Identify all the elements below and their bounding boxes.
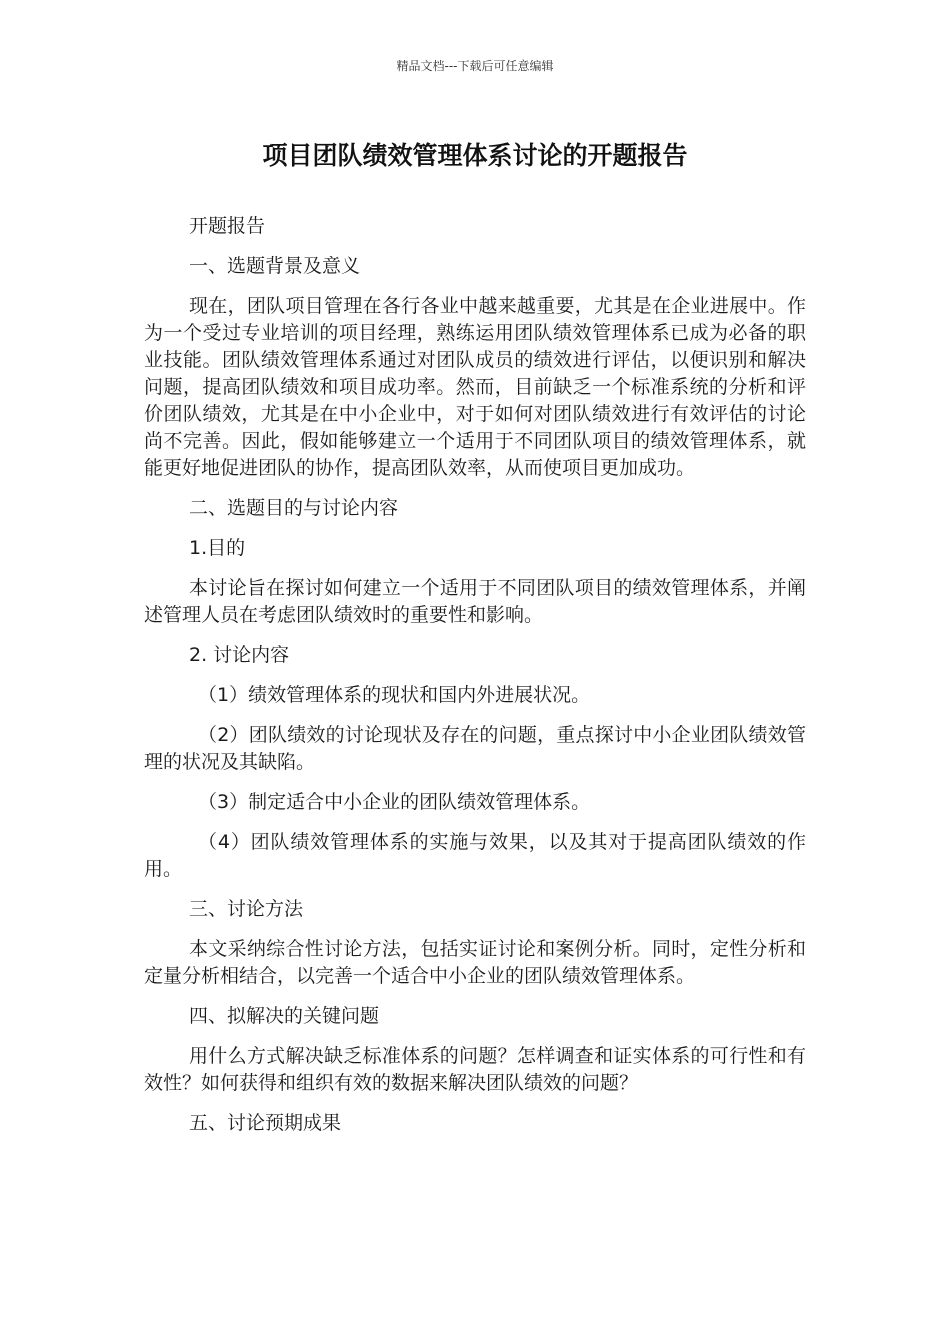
- paragraph-purpose: 本讨论旨在探讨如何建立一个适用于不同团队项目的绩效管理体系，并阐述管理人员在考虑团队绩效时的重要性和影响。: [144, 577, 806, 626]
- paragraph-key-problems: 用什么方式解决缺乏标准体系的问题？怎样调查和证实体系的可行性和有效性？如何获得和组织有效的数据来解决团队绩效的问题？: [144, 1045, 806, 1094]
- document-body: [144, 213, 806, 1150]
- paragraph-background: 现在，团队项目管理在各行各业中越来越重要，尤其是在企业进展中。作为一个受过专业培训的项目经理，熟练运用团队绩效管理体系已成为必备的职业技能。团队绩效管理体系通过对团队成员的绩效进行评估，以便识别和解决问题，提高团队绩效和项目成功率。然而，目前缺乏一个标准系统的分析和评价团队绩效，尤其是在中小企业中，对于如何对团队绩效进行有效评估的讨论尚不完善。因此，假如能够建立一个适用于不同团队项目的绩效管理体系，就能更好地促进团队的协作，提高团队效率，从而使项目更加成功。: [144, 295, 806, 479]
- list-item-content-1: （1）绩效管理体系的现状和国内外进展状况。: [198, 684, 591, 706]
- section-heading-expected-results: 五、讨论预期成果: [189, 1112, 342, 1134]
- subheading-content: 2. 讨论内容: [189, 644, 290, 666]
- section-heading-background: 一、选题背景及意义: [189, 255, 361, 277]
- list-item-content-2: （2）团队绩效的讨论现状及存在的问题，重点探讨中小企业团队绩效管理的状况及其缺陷。: [144, 724, 806, 773]
- document-title: 项目团队绩效管理体系讨论的开题报告: [262, 141, 688, 170]
- list-item-content-4: （4）团队绩效管理体系的实施与效果，以及其对于提高团队绩效的作用。: [144, 831, 806, 880]
- section-heading-key-problems: 四、拟解决的关键问题: [189, 1005, 380, 1027]
- paragraph-report-label: 开题报告: [189, 215, 266, 237]
- paragraph-method: 本文采纳综合性讨论方法，包括实证讨论和案例分析。同时，定性分析和定量分析相结合，以完善一个适合中小企业的团队绩效管理体系。: [144, 938, 806, 987]
- section-heading-method: 三、讨论方法: [189, 898, 304, 920]
- section-heading-purpose-content: 二、选题目的与讨论内容: [189, 497, 399, 519]
- subheading-purpose: 1.目的: [189, 537, 246, 559]
- list-item-content-3: （3）制定适合中小企业的团队绩效管理体系。: [198, 791, 591, 813]
- header-note: 精品文档---下载后可任意编辑: [396, 59, 554, 73]
